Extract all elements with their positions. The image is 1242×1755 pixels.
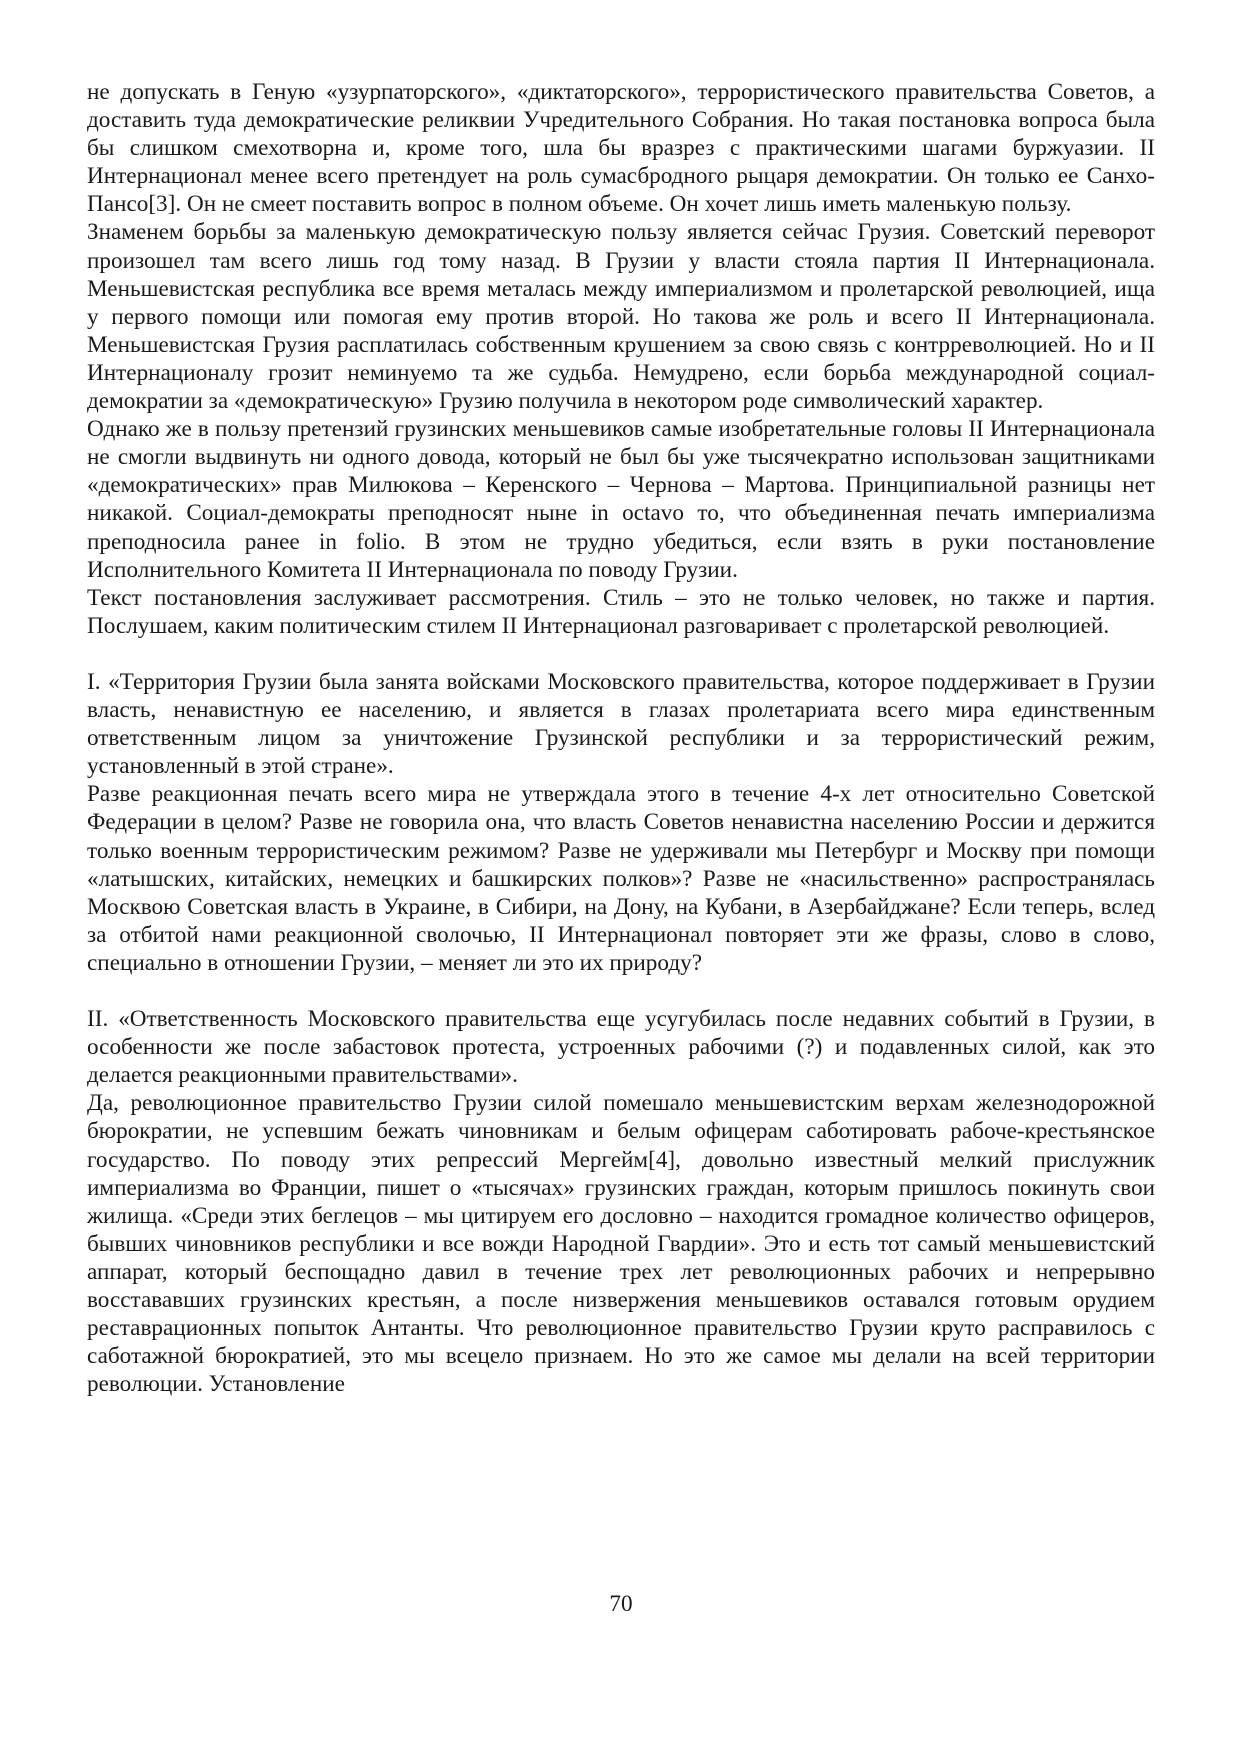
paragraph-point-one-reply: Разве реакционная печать всего мира не утверждала этого в течение 4-х лет относительно Советской Федерации в целом? Разве не говорила она, что власть Советов ненавистна населению России и держится только военным террористическим режимом? Разве не удерживали мы Петербург и Москву при помощи «латышских, китайских, немецких и башкирских полков»? Разве не «насильственно» распространялась Москвою Советская власть в Украине, в Сибири, на Дону, на Кубани, в Азербайджане? Если теперь, вслед за отбитой нами реакционной сволочью, II Интернационал повторяет эти же фразы, слово в слово, специально в отношении Грузии, – меняет ли это их природу? (87, 781, 1155, 976)
paragraph-point-two-reply: Да, революционное правительство Грузии силой помешало меньшевистским верхам железнодорожной бюрократии, не успевшим бежать чиновникам и белым офицерам саботировать рабоче-крестьянское государство. По поводу этих репрессий Мергейм[4], довольно известный мелкий прислужник империализма во Франции, пишет о «тысячах» грузинских граждан, которым пришлось покинуть свои жилища. «Среди этих беглецов – мы цитируем его дословно – находится громадное количество офицеров, бывших чиновников республики и все вожди Народной Гвардии». Это и есть тот самый меньшевистский аппарат, который беспощадно давил в течение трех лет революционных рабочих и непрерывно восстававших грузинских крестьян, а после низвержения меньшевиков оставался готовым орудием реставрационных попыток Антанты. Что революционное правительство Грузии круто расправилось с саботажной бюрократией, это мы всецело признаем. Но это же самое мы делали на всей территории революции. Установление (87, 1090, 1155, 1398)
paragraph-genoa: не допускать в Геную «узурпаторского», «диктаторского», террористического правительства Советов, а доставить туда демократические реликвии Учредительного Собрания. Но такая постановка вопроса была бы слишком смехотворна и, кроме того, шла бы вразрез с практическими шагами буржуазии. II Интернационал менее всего претендует на роль сумасбродного рыцаря демократии. Он только ее Санхо-Пансо[3]. Он не смеет поставить вопрос в полном объеме. Он хочет лишь иметь маленькую пользу. (87, 79, 1155, 218)
paragraph-georgia-banner: Знаменем борьбы за маленькую демократическую пользу является сейчас Грузия. Советский переворот произошел там всего лишь год тому назад. В Грузии у власти стояла партия II Интернационала. Меньшевистская республика все время металась между империализмом и пролетарской революцией, ища у первого помощи или помогая ему против второй. Но такова же роль и всего II Интернационала. Меньшевистская Грузия расплатилась собственным крушением за свою связь с контрреволюцией. Но и II Интернационалу грозит неминуемо та же судьба. Немудрено, если борьба международной социал-демократии за «демократическую» Грузию получила в некотором роде символический характер. (87, 219, 1155, 415)
paragraph-spacer (87, 977, 1155, 1005)
paragraph-spacer (87, 640, 1155, 668)
paragraph-menshevik-claims: Однако же в пользу претензий грузинских меньшевиков самые изобретательные головы II Интернационала не смогли выдвинуть ни одного довода, который не был бы уже тысячекратно использован защитниками «демократических» прав Милюкова – Керенского – Чернова – Мартова. Принципиальной разницы нет никакой. Социал-демократы преподносят ныне in octavo то, что объединенная печать империализма преподносила ранее in folio. В этом не трудно убедиться, если взять в руки постановление Исполнительного Комитета II Интернационала по поводу Грузии. (87, 416, 1155, 583)
paragraph-resolution-text: Текст постановления заслуживает рассмотрения. Стиль – это не только человек, но также и партия. Послушаем, каким политическим стилем II Интернационал разговаривает с пролетарской революцией. (87, 584, 1155, 639)
page-body (87, 78, 1155, 1398)
paragraph-point-one-quote: I. «Территория Грузии была занята войсками Московского правительства, которое поддерживает в Грузии власть, ненавистную ее населению, и является в глазах пролетариата всего мира единственным ответственным лицом за уничтожение Грузинской республики и за террористический режим, установленный в этой стране». (87, 668, 1155, 780)
paragraph-point-two-quote: II. «Ответственность Московского правительства еще усугубилась после недавних событий в Грузии, в особенности же после забастовок протеста, устроенных рабочими (?) и подавленных силой, как это делается реакционными правительствами». (87, 1006, 1155, 1089)
page-number: 70 (609, 1591, 633, 1617)
